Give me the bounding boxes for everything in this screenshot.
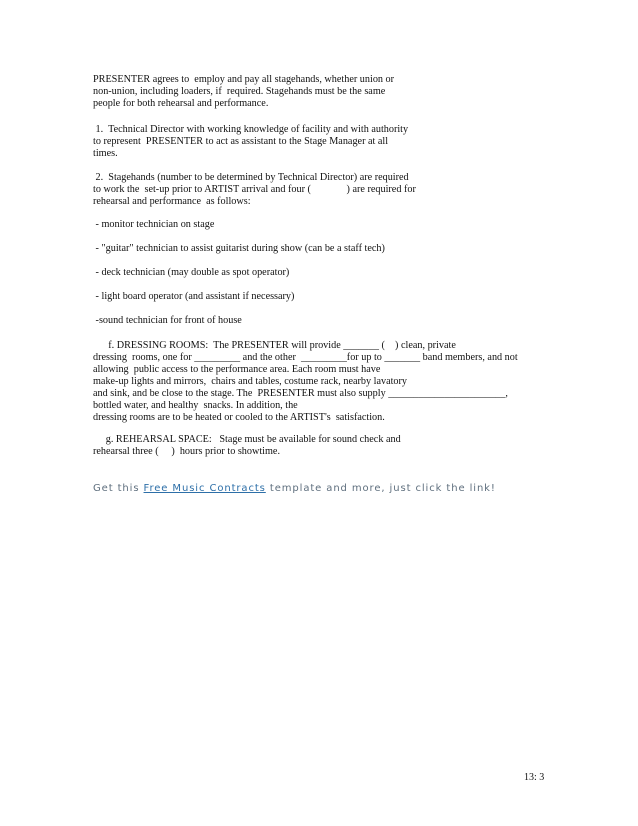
section-rehearsal-space [93, 434, 563, 458]
text-line: rehearsal three ( ) hours prior to showtime. [93, 446, 280, 457]
promo-text-after: template and more, just click the link! [265, 483, 496, 494]
promo-text-before: Get this [93, 483, 144, 494]
text-line: dressing rooms, one for _________ and the other _________for up to _______ band members, and not [93, 352, 518, 363]
list-item-text: -sound technician for front of house [93, 315, 242, 326]
list-item [93, 267, 563, 279]
list-item [93, 243, 563, 255]
list-item-text: - deck technician (may double as spot operator) [93, 267, 290, 278]
page-number: 13: 3 [524, 772, 545, 783]
list-item [93, 315, 563, 327]
list-item-text: - light board operator (and assistant if necessary) [93, 291, 295, 302]
text-line: 1. Technical Director with working knowledge of facility and with authority [93, 124, 409, 135]
list-item-text: - monitor technician on stage [93, 219, 215, 230]
paragraph-stagehands-agreement [93, 74, 563, 110]
free-music-contracts-link[interactable]: Free Music Contracts [143, 483, 266, 494]
text-line: people for both rehearsal and performance. [93, 98, 269, 109]
text-line: make-up lights and mirrors, chairs and tables, costume rack, nearby lavatory [93, 376, 408, 387]
text-line: bottled water, and healthy snacks. In addition, the [93, 400, 298, 411]
list-item [93, 219, 563, 231]
text-line: times. [93, 148, 118, 159]
text-line: to represent PRESENTER to act as assistant to the Stage Manager at all [93, 136, 389, 147]
section-dressing-rooms [93, 340, 563, 424]
promo-line [93, 483, 496, 494]
text-line: PRESENTER agrees to employ and pay all stagehands, whether union or [93, 74, 395, 85]
paragraph-technical-director [93, 124, 563, 160]
text-line: f. DRESSING ROOMS: The PRESENTER will provide _______ ( ) clean, private [93, 340, 456, 351]
text-line: non-union, including loaders, if required. Stagehands must be the same [93, 86, 386, 97]
text-line: g. REHEARSAL SPACE: Stage must be available for sound check and [93, 434, 401, 445]
text-line: rehearsal and performance as follows: [93, 196, 251, 207]
text-line: allowing public access to the performance area. Each room must have [93, 364, 381, 375]
text-line: and sink, and be close to the stage. The PRESENTER must also supply _______________________, [93, 388, 508, 399]
list-item [93, 291, 563, 303]
text-line: 2. Stagehands (number to be determined by Technical Director) are required [93, 172, 409, 183]
text-line: dressing rooms are to be heated or cooled to the ARTIST's satisfaction. [93, 412, 385, 423]
paragraph-stagehands-required [93, 172, 563, 208]
text-line: to work the set-up prior to ARTIST arrival and four ( ) are required for [93, 184, 416, 195]
list-item-text: - "guitar" technician to assist guitarist during show (can be a staff tech) [93, 243, 385, 254]
